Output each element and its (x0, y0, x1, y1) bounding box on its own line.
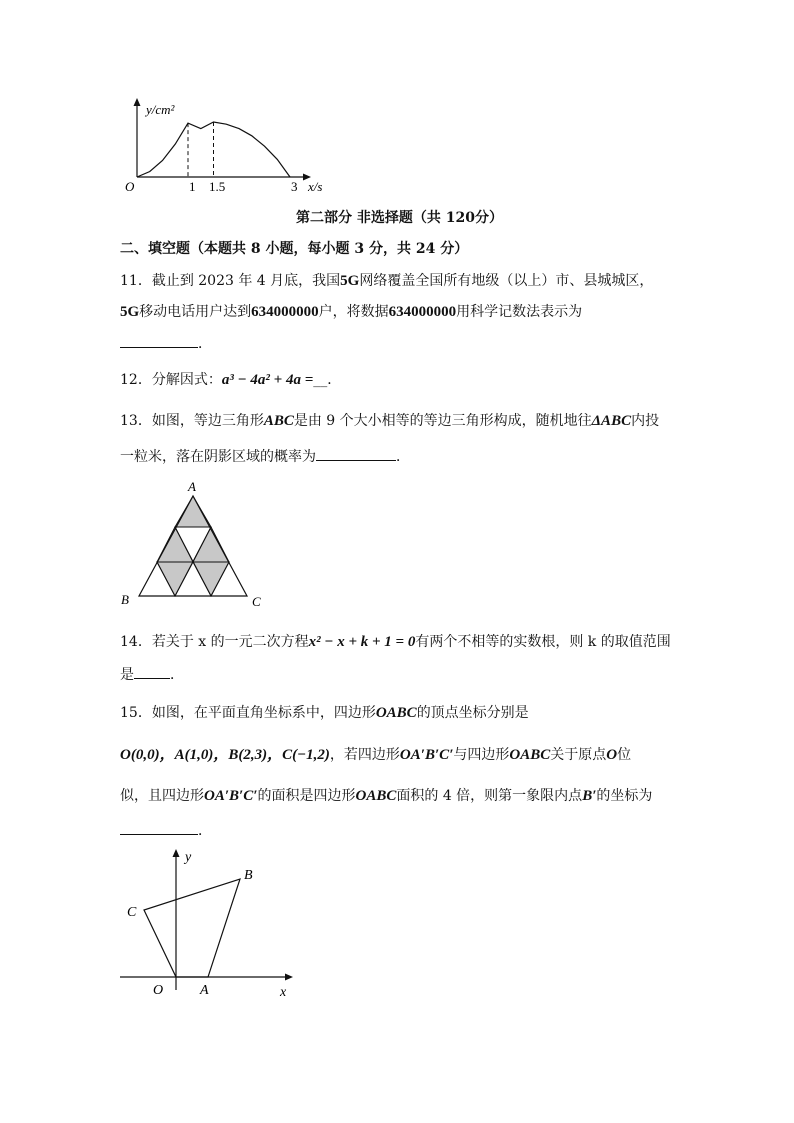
q15-text-f: 位 (617, 747, 632, 763)
q11-5g-2: 5G (120, 304, 140, 320)
q11-line1 (120, 272, 653, 290)
vertex-c-label: C (127, 905, 137, 920)
q14-equation: x² − x + k + 1 = 0 (308, 634, 416, 650)
q15-line1 (120, 704, 529, 722)
vertex-b-label: B (244, 868, 253, 883)
q15-text-h: 的面积是四边形 (257, 788, 356, 804)
shaded-triangle-bottom-left (157, 562, 193, 596)
q15-oabc-prime-2: OA′B′C′ (204, 788, 258, 804)
q11-text-d: 户，将数据 (318, 304, 389, 320)
shaded-triangle-mid-left (157, 527, 193, 562)
q15-text-i: 面积的 4 倍，则第一象限内点 (396, 788, 583, 804)
q11-text-e: 用科学记数法表示为 (456, 304, 583, 320)
q15-text-a: 15．如图，在平面直角坐标系中，四边形 (120, 705, 376, 721)
q14-text-b: 有两个不相等的实数根，则 k 的取值范围 (415, 634, 671, 650)
y-axis-label: y/cm² (146, 102, 175, 117)
q11-text-a: 11．截止到 2023 年 4 月底，我国 (120, 273, 341, 289)
q14-answer-blank[interactable] (134, 664, 170, 679)
q13-end: ． (396, 449, 410, 465)
triangle-figure (115, 476, 275, 611)
x-axis-label: x/s (308, 179, 323, 194)
q15-b-prime: B′ (582, 788, 597, 804)
motion-graph (120, 95, 350, 200)
q14-line1 (120, 633, 671, 651)
q13-triangle-abc: ΔABC (591, 413, 632, 429)
vertex-b-label: B (121, 592, 129, 607)
q11-number-1: 634000000 (251, 304, 319, 320)
tick-label-1.5: 1.5 (209, 179, 226, 194)
tick-label-3: 3 (291, 179, 298, 194)
q14-text-c: 是 (120, 667, 134, 683)
q13-text-b: 是由 9 个大小相等的等边三角形构成，随机地往 (293, 413, 592, 429)
q15-coordinates: O(0,0)，A(1,0)，B(2,3)，C(−1,2) (120, 747, 330, 763)
q15-text-d: 与四边形 (453, 747, 510, 763)
q15-line3 (120, 787, 652, 805)
y-axis-label: y (185, 850, 192, 865)
q15-text-e: 关于原点 (550, 747, 607, 763)
q13-line1 (120, 412, 659, 430)
q11-text-b: 网络覆盖全国所有地级（以上）市、县城城区， (359, 273, 654, 289)
origin-label: O (125, 179, 135, 194)
q14-end: ． (170, 667, 184, 683)
x-axis-label: x (280, 985, 287, 1000)
shaded-triangle-mid-right (193, 527, 229, 562)
q14-text-a: 14．若关于 x 的一元二次方程 (120, 634, 309, 650)
q13-text-a: 13．如图，等边三角形 (120, 413, 264, 429)
q12-line (120, 371, 341, 389)
q15-text-j: 的坐标为 (596, 788, 653, 804)
quadrilateral-oabc (144, 879, 240, 977)
q11-line3 (120, 333, 212, 353)
shaded-triangle-bottom-right (193, 562, 229, 596)
q15-oabc-prime: OA′B′C′ (399, 747, 454, 763)
tick-label-1: 1 (189, 179, 196, 194)
q14-line2 (120, 664, 184, 684)
q11-5g: 5G (340, 273, 360, 289)
y-axis-arrow (134, 98, 141, 106)
q15-oabc-3: OABC (355, 788, 397, 804)
q15-oabc: OABC (375, 705, 417, 721)
origin-label: O (153, 983, 164, 998)
part-heading: 二、填空题（本题共 8 小题，每小题 3 分，共 24 分） (120, 241, 469, 257)
q11-answer-blank[interactable] (120, 333, 198, 348)
q15-text-c: ，若四边形 (329, 747, 400, 763)
q15-text-b: 的顶点坐标分别是 (416, 705, 529, 721)
q12-expression: a³ − 4a² + 4a = (221, 372, 314, 388)
quadrilateral-figure (115, 845, 315, 1005)
q15-oabc-2: OABC (509, 747, 551, 763)
q11-line2 (120, 303, 582, 321)
q15-end: ． (198, 823, 212, 839)
q15-line2 (120, 746, 631, 764)
shaded-triangle-top (175, 496, 211, 527)
q15-answer-blank[interactable] (120, 820, 198, 835)
q11-text-c: 移动电话用户达到 (139, 304, 252, 320)
q15-text-g: 似，且四边形 (120, 788, 204, 804)
section-title: 第二部分 非选择题（共 120分） (296, 210, 503, 226)
q11-number-2: 634000000 (388, 304, 457, 320)
x-axis-arrow (285, 974, 293, 981)
vertex-c-label: C (252, 594, 261, 609)
q15-line4 (120, 820, 212, 840)
q15-origin-o: O (606, 747, 618, 763)
q13-answer-blank[interactable] (316, 446, 396, 461)
y-axis-arrow (173, 849, 180, 857)
vertex-a-label: A (200, 983, 209, 998)
vertex-a-label: A (188, 479, 196, 494)
q13-text-c: 内投 (631, 413, 660, 429)
q11-end: ． (198, 336, 212, 352)
q13-line2 (120, 446, 410, 466)
q13-abc: ABC (263, 413, 294, 429)
q12-end: __． (313, 372, 342, 388)
q12-prefix: 12．分解因式： (120, 372, 222, 388)
q13-text-d: 一粒米，落在阴影区域的概率为 (120, 449, 316, 465)
